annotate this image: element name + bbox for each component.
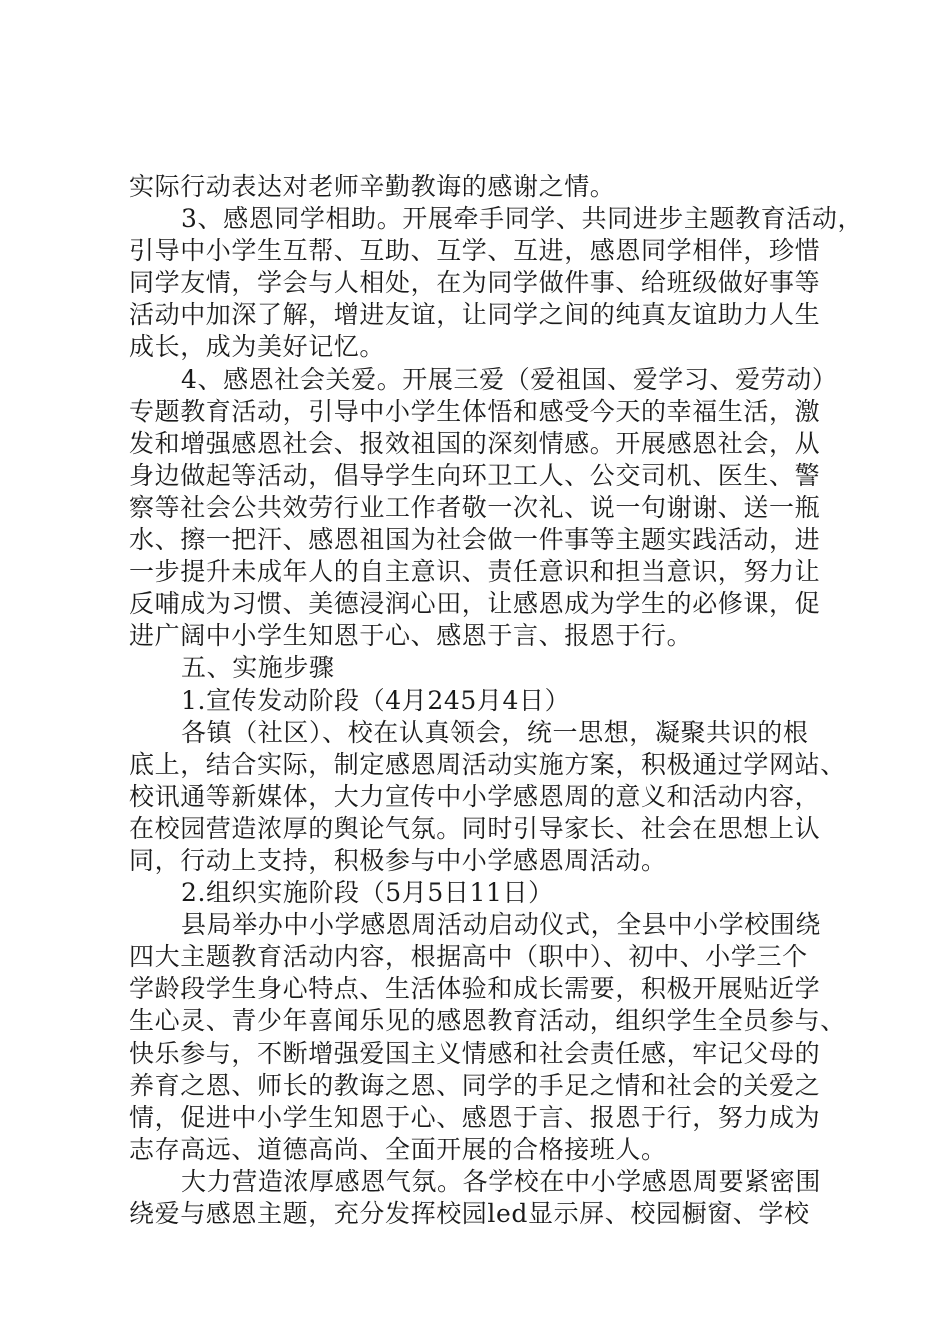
text-line: 志存高远、道德高尚、全面开展的合格接班人。: [129, 1134, 667, 1164]
text-line: 同学友情，学会与人相处，在为同学做件事、给班级做好事等: [129, 268, 821, 298]
text-line: 2.组织实施阶段（5月5日11日）: [181, 878, 554, 908]
text-line: 一步提升未成年人的自主意识、责任意识和担当意识，努力让: [129, 557, 821, 587]
text-line: 成长，成为美好记忆。: [129, 332, 386, 362]
text-line: 大力营造浓厚感恩气氛。各学校在中小学感恩周要紧密围: [181, 1166, 822, 1196]
text-line: 四大主题教育活动内容，根据高中（职中）、初中、小学三个: [129, 942, 808, 972]
text-line: 在校园营造浓厚的舆论气氛。同时引导家长、社会在思想上认: [129, 813, 821, 843]
text-line: 反哺成为习惯、美德浸润心田，让感恩成为学生的必修课，促: [129, 589, 821, 619]
text-line: 县局举办中小学感恩周活动启动仪式，全县中小学校围绕: [181, 910, 822, 940]
text-line: 生心灵、青少年喜闻乐见的感恩教育活动，组织学生全员参与、: [129, 1006, 846, 1036]
text-line: 养育之恩、师长的教诲之恩、同学的手足之情和社会的关爱之: [129, 1070, 821, 1100]
text-line: 情，促进中小学生知恩于心、感恩于言、报恩于行，努力成为: [129, 1102, 821, 1132]
text-line: 活动中加深了解，增进友谊，让同学之间的纯真友谊助力人生: [129, 300, 821, 330]
text-line: 专题教育活动，引导中小学生体悟和感受今天的幸福生活，激: [129, 396, 821, 426]
text-line: 身边做起等活动，倡导学生向环卫工人、公交司机、医生、警: [129, 460, 821, 490]
text-line: 校讯通等新媒体，大力宣传中小学感恩周的意义和活动内容，: [129, 781, 821, 811]
text-line: 五、实施步骤: [181, 653, 335, 683]
text-line: 察等社会公共效劳行业工作者敬一次礼、说一句谢谢、送一瓶: [129, 492, 821, 522]
text-line: 1.宣传发动阶段（4月245月4日）: [181, 685, 571, 715]
text-line: 4、感恩社会关爱。开展三爱（爱祖国、爱学习、爱劳动）: [181, 364, 838, 394]
text-line: 各镇（社区）、校在认真领会，统一思想，凝聚共识的根: [181, 717, 809, 747]
text-line: 同，行动上支持，积极参与中小学感恩周活动。: [129, 845, 667, 875]
text-line: 进广阔中小学生知恩于心、感恩于言、报恩于行。: [129, 621, 693, 651]
text-line: 绕爱与感恩主题，充分发挥校园led显示屏、校园橱窗、学校: [129, 1199, 810, 1228]
text-line: 发和增强感恩社会、报效祖国的深刻情感。开展感恩社会，从: [129, 428, 821, 458]
document-body: [129, 171, 864, 1230]
text-line: 水、擦一把汗、感恩祖国为社会做一件事等主题实践活动，进: [129, 525, 821, 555]
text-line: 引导中小学生互帮、互助、互学、互进，感恩同学相伴，珍惜: [129, 236, 821, 266]
text-line: 实际行动表达对老师辛勤教诲的感谢之情。: [129, 172, 616, 201]
text-line: 3、感恩同学相助。开展牵手同学、共同进步主题教育活动，: [181, 204, 864, 234]
text-line: 学龄段学生身心特点、生活体验和成长需要，积极开展贴近学: [129, 974, 821, 1004]
text-line: 快乐参与，不断增强爱国主义情感和社会责任感，牢记父母的: [129, 1038, 821, 1068]
text-line: 底上，结合实际，制定感恩周活动实施方案，积极通过学网站、: [129, 749, 846, 779]
